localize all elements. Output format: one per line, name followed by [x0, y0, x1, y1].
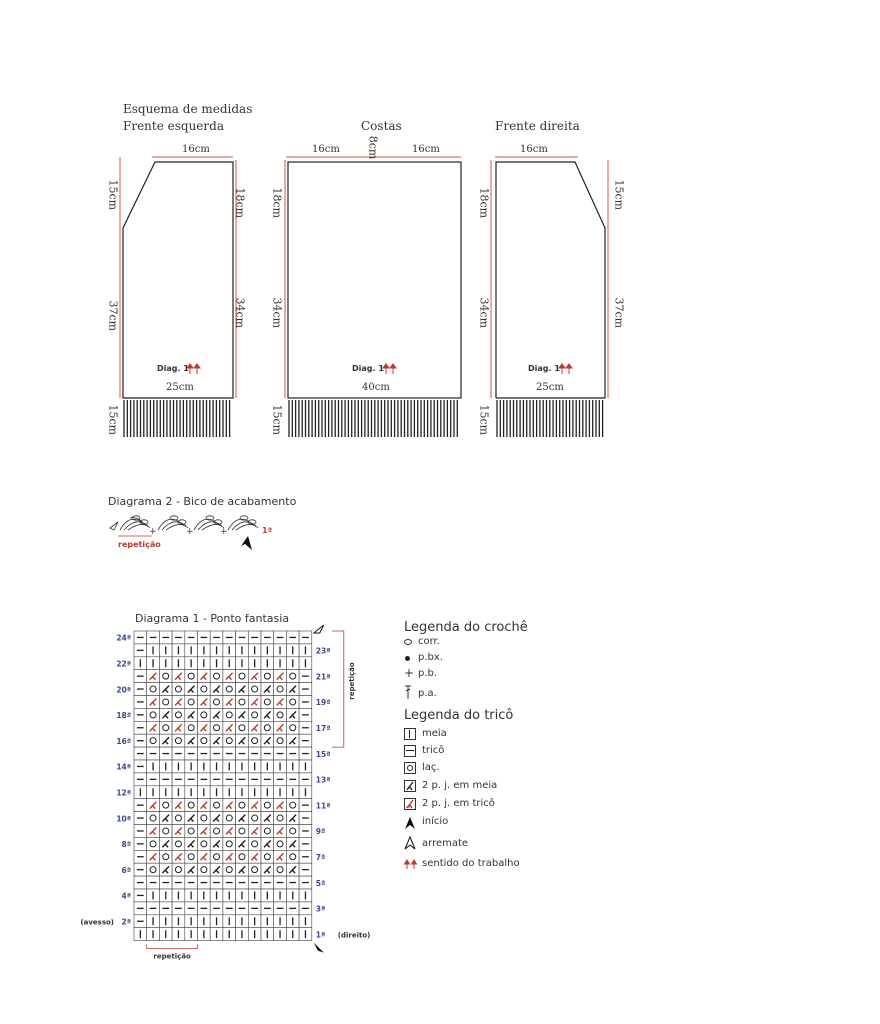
start-icon [404, 816, 416, 830]
finish-icon [314, 625, 324, 633]
single-crochet-icon: + [404, 666, 415, 680]
legend-crochet-title: Legenda do crochê [404, 620, 528, 635]
row-label: 12ª [116, 788, 131, 798]
legend-item: p.bx. [404, 652, 604, 668]
front-right-label: Frente direita [495, 119, 580, 133]
fringe-right [497, 400, 603, 437]
front-left-outline [123, 162, 233, 398]
chart-cell [147, 734, 160, 747]
legend-item: + p.b. [404, 666, 438, 680]
chart-cell [261, 825, 274, 838]
row-label: 2ª [121, 917, 131, 927]
front-right-outline [496, 162, 605, 398]
right-diag-label: Diag. 1 [528, 364, 560, 373]
diagram1-title: Diagrama 1 - Ponto fantasia [135, 612, 290, 625]
repeat-side-label: repetição [347, 662, 356, 700]
chart-cell [286, 696, 299, 709]
chart-cell [248, 812, 261, 825]
chart-cell [261, 721, 274, 734]
chart-cell [236, 825, 249, 838]
chart-cell [248, 863, 261, 876]
chart-cell [274, 683, 287, 696]
back-side-measure: 34cm [270, 297, 284, 329]
row-label: 20ª [116, 685, 131, 695]
yarn-over-icon [404, 762, 416, 774]
row-label: 16ª [116, 736, 131, 746]
chart-cell [185, 799, 198, 812]
row-label: 3ª [315, 904, 326, 914]
diagram1-chart [80, 625, 390, 965]
right-bottom-measure: 25cm [536, 382, 564, 393]
left-side-top-measure: 18cm [233, 187, 247, 219]
chart-cell [274, 812, 287, 825]
chart-cell [159, 721, 172, 734]
chart-cell [159, 696, 172, 709]
chart-cell [236, 850, 249, 863]
chart-cell [274, 863, 287, 876]
row-label: 4ª [121, 891, 131, 901]
row-label: 21ª [315, 672, 331, 682]
chart-cell [159, 799, 172, 812]
svg-text:+: + [149, 527, 157, 537]
row-label: 24ª [116, 633, 131, 643]
avesso-label: (avesso) [80, 918, 114, 927]
chart-cell [223, 734, 236, 747]
back-diag-label: Diag. 1 [352, 364, 384, 373]
work-direction-icon [404, 858, 418, 870]
chart-cell [236, 670, 249, 683]
chart-cell [198, 812, 211, 825]
legend-item: corr. [404, 636, 604, 652]
legend-item: arremate [404, 836, 604, 852]
repeat-bracket-side [332, 631, 344, 747]
measurement-schematic [0, 0, 880, 460]
chart-cell [286, 670, 299, 683]
purl-icon [404, 745, 416, 757]
chart-cell [198, 734, 211, 747]
row-label: 7ª [315, 852, 326, 862]
legend-item: tricô [404, 745, 604, 761]
right-inner-measure: 34cm [477, 297, 491, 329]
fringe-left [124, 400, 230, 437]
chart-cell [210, 825, 223, 838]
right-top-measure: 16cm [520, 144, 548, 155]
double-crochet-icon [404, 684, 412, 700]
chart-cell [185, 850, 198, 863]
chart-cell [198, 683, 211, 696]
left-inner-measure: 34cm [233, 297, 247, 329]
row-label: 1ª [315, 930, 326, 940]
chart-cell [147, 683, 160, 696]
left-bottom-measure: 25cm [166, 382, 194, 393]
legend-item: p.a. [404, 684, 604, 704]
chart-cell [286, 825, 299, 838]
row-label: 14ª [116, 762, 131, 772]
row-label: 23ª [315, 646, 331, 656]
finish-icon [404, 836, 416, 850]
chart-cell [172, 708, 185, 721]
chart-cell [223, 863, 236, 876]
repeat-bottom-label: repetição [153, 952, 191, 961]
diagram2-row: 1ª [262, 526, 273, 535]
left-fringe-measure: 15cm [106, 404, 120, 436]
row-label: 15ª [315, 749, 331, 759]
chart-cell [147, 812, 160, 825]
chart-cell [248, 734, 261, 747]
row-label: 6ª [121, 865, 131, 875]
chart-cell [286, 721, 299, 734]
chart-cell [236, 721, 249, 734]
right-side-top-measure: 18cm [477, 187, 491, 219]
left-top-measure: 16cm [182, 144, 210, 155]
svg-text:+: + [220, 527, 228, 537]
knit-icon [404, 728, 416, 740]
chart-cell [210, 850, 223, 863]
left-side-measure: 37cm [106, 300, 120, 332]
row-label: 5ª [315, 878, 326, 888]
back-top-left-measure: 16cm [312, 144, 340, 155]
chart-cell [274, 734, 287, 747]
back-bottom-measure: 40cm [362, 382, 390, 393]
start-icon [241, 536, 252, 550]
chain-icon [404, 639, 412, 645]
back-top-right-measure: 16cm [412, 144, 440, 155]
chart-cell [172, 683, 185, 696]
schema-title: Esquema de medidas [123, 102, 253, 116]
repeat-bracket-bottom [147, 945, 198, 949]
chart-cell [223, 812, 236, 825]
chart-cell [210, 696, 223, 709]
row-label: 9ª [315, 827, 326, 837]
chart-cell [185, 721, 198, 734]
chart-cell [172, 863, 185, 876]
legend-knit-title: Legenda do tricô [404, 708, 514, 723]
row-label: 17ª [315, 723, 331, 733]
chart-cell [223, 837, 236, 850]
chart-cell [261, 850, 274, 863]
chart-cell [286, 850, 299, 863]
back-side-top-measure: 18cm [270, 187, 284, 219]
row-label: 8ª [121, 840, 131, 850]
chart-cell [147, 837, 160, 850]
chart-cell [248, 837, 261, 850]
p2tog-icon [404, 798, 416, 810]
chart-cell [159, 850, 172, 863]
chart-cell [236, 799, 249, 812]
chart-cell [147, 863, 160, 876]
chart-cell [210, 799, 223, 812]
legend-item: sentido do trabalho [404, 858, 624, 874]
chart-cell [210, 670, 223, 683]
work-direction-icon [383, 364, 396, 374]
chart-cell [210, 721, 223, 734]
chart-cell [248, 708, 261, 721]
diagram2-title: Diagrama 2 - Bico de acabamento [108, 495, 297, 508]
svg-text:+: + [186, 527, 194, 537]
direito-label: (direito) [337, 931, 371, 940]
legend-item: 2 p. j. em tricô [404, 798, 604, 814]
left-diag-label: Diag. 1 [157, 364, 189, 373]
back-outline [288, 162, 461, 398]
chart-cell [261, 696, 274, 709]
left-slope-measure: 15cm [106, 179, 120, 211]
row-label: 22ª [116, 659, 131, 669]
chart-cell [172, 812, 185, 825]
chart-cell [223, 683, 236, 696]
chart-cell [198, 863, 211, 876]
chart-cell [198, 708, 211, 721]
fringe-back [289, 400, 457, 437]
row-label: 18ª [116, 711, 131, 721]
chart-cell [185, 696, 198, 709]
right-slope-measure: 15cm [612, 179, 626, 211]
shell-motif [228, 516, 258, 530]
chart-cell [185, 825, 198, 838]
finish-icon [110, 522, 118, 530]
k2tog-icon [404, 780, 416, 792]
legend-item: 2 p. j. em meia [404, 780, 604, 796]
chart-cell [172, 837, 185, 850]
back-fringe-measure: 15cm [270, 404, 284, 436]
chart-cell [236, 696, 249, 709]
chart-cell [274, 708, 287, 721]
shell-motif [120, 516, 150, 530]
shell-motif [158, 516, 188, 530]
row-label: 13ª [315, 775, 331, 785]
chart-cell [159, 825, 172, 838]
front-left-label: Frente esquerda [123, 119, 224, 133]
chart-cell [159, 670, 172, 683]
legend-item: início [404, 816, 604, 832]
slip-stitch-icon [405, 656, 410, 661]
start-icon [314, 943, 324, 953]
work-direction-icon [559, 364, 572, 374]
chart-cell [248, 683, 261, 696]
chart-cell [172, 734, 185, 747]
back-label: Costas [361, 119, 402, 133]
right-fringe-measure: 15cm [477, 404, 491, 436]
legend-item: laç. [404, 762, 604, 778]
chart-cell [185, 670, 198, 683]
row-label: 10ª [116, 814, 131, 824]
chart-cell [223, 708, 236, 721]
chart-cell [274, 837, 287, 850]
legend-item: meia [404, 728, 604, 744]
chart-cell [261, 799, 274, 812]
row-label: 19ª [315, 698, 331, 708]
back-neck-measure: 8cm [366, 135, 380, 160]
chart-cell [286, 799, 299, 812]
chart-cell [147, 708, 160, 721]
chart-cell [198, 837, 211, 850]
row-label: 11ª [315, 801, 331, 811]
right-side-measure: 37cm [612, 297, 626, 329]
chart-cell [261, 670, 274, 683]
diagram2-repeat: repetição [118, 540, 161, 549]
